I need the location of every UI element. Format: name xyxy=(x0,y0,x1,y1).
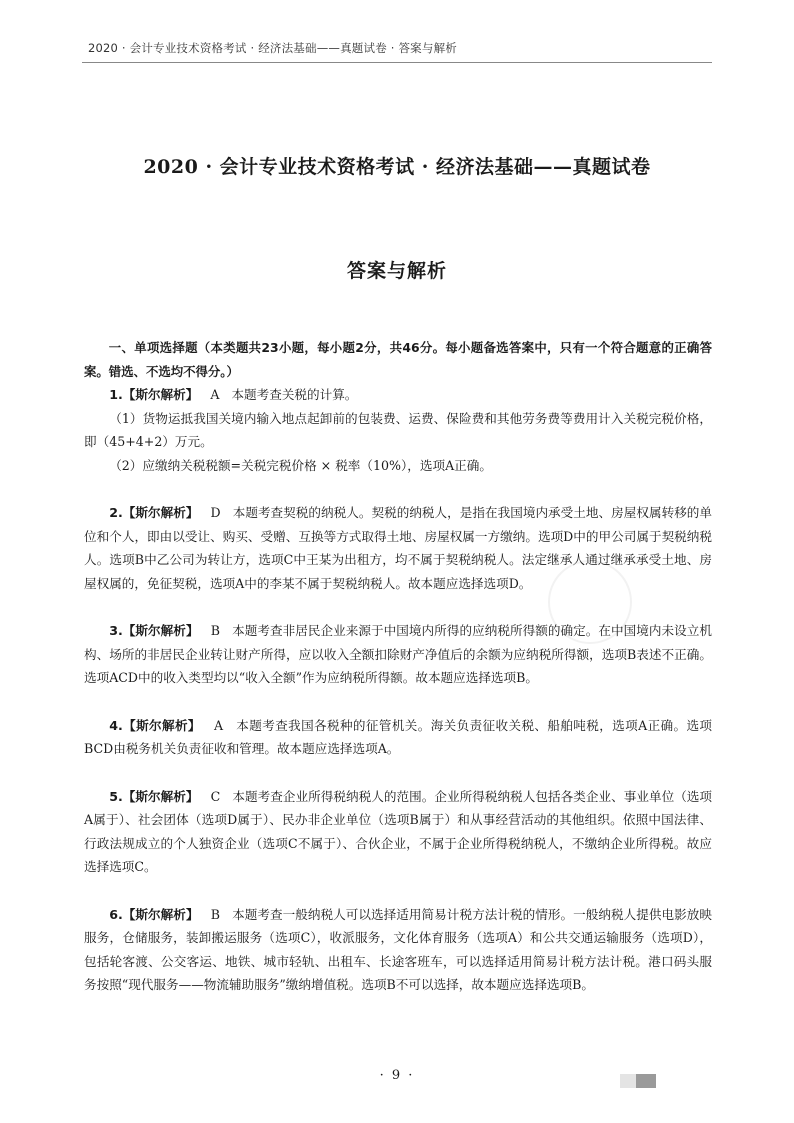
answer-content xyxy=(84,336,712,997)
answer-text: 本题考查关税的计算。 xyxy=(231,387,358,402)
answer-1-sub-2: （2）应缴纳关税税额=关税完税价格 × 税率（10%），选项A正确。 xyxy=(109,457,492,473)
answer-5 xyxy=(84,785,712,879)
answer-1 xyxy=(84,383,712,407)
running-header: 2020 · 会计专业技术资格考试 · 经济法基础——真题试卷 · 答案与解析 xyxy=(88,41,457,55)
header-rule xyxy=(82,62,712,63)
answer-number: 5. xyxy=(109,788,123,804)
answer-text: 本题考查非居民企业来源于中国境内所得的应纳税所得额的确定。在中国境内未设立机构、场所的非居民企业转让财产所得，应以收入全额扣除财产净值后的余额为应纳税所得额，选项B表述不正确。选项ACD中的收入类型均以“收入全额”作为应纳税所得额。故本题应选择选项B。 xyxy=(84,623,713,685)
sub-title: 答案与解析 xyxy=(346,260,447,282)
corner-mark-dark xyxy=(636,1074,656,1088)
answer-choice: C xyxy=(210,788,221,804)
answer-label: 【斯尔解析】 xyxy=(122,717,201,733)
answer-number: 6. xyxy=(109,906,123,922)
answer-label: 【斯尔解析】 xyxy=(122,623,199,638)
answer-choice: A xyxy=(210,387,220,402)
page-number: · 9 · xyxy=(379,1068,415,1083)
answer-4 xyxy=(84,714,712,761)
answer-text: 本题考查一般纳税人可以选择适用简易计税方法计税的情形。一般纳税人提供电影放映服务，仓储服务，装卸搬运服务（选项C），收派服务，文化体育服务（选项A）和公共交通运输服务（选项D），包括轮客渡、公交客运、地铁、城市轻轨、出租车、长途客班车，可以选择适用简易计税方法计税。港口码头服务按照“现代服务——物流辅助服务”缴纳增值税。选项B不可以选择，故本题应选择选项B。 xyxy=(84,906,713,992)
answer-label: 【斯尔解析】 xyxy=(122,788,199,804)
main-title: 2020 · 会计专业技术资格考试 · 经济法基础——真题试卷 xyxy=(143,156,651,178)
corner-mark xyxy=(620,1074,656,1088)
answer-number: 2. xyxy=(109,505,123,520)
answer-2 xyxy=(84,501,712,595)
answer-1-sub-1: （1）货物运抵我国关境内输入地点起卸前的包装费、运费、保险费和其他劳务费等费用计入关税完税价格，即（45+4+2）万元。 xyxy=(84,410,712,449)
answer-choice: B xyxy=(210,906,220,922)
answer-number: 3. xyxy=(109,623,123,638)
answer-choice: B xyxy=(210,623,220,638)
answer-label: 【斯尔解析】 xyxy=(122,906,199,922)
answer-choice: D xyxy=(210,505,221,520)
answer-number: 1. xyxy=(109,387,123,402)
corner-mark-light xyxy=(620,1074,636,1088)
answer-text: 本题考查契税的纳税人。契税的纳税人，是指在我国境内承受土地、房屋权属转移的单位和个人，即由以受让、购买、受赠、互换等方式取得土地、房屋权属一方缴纳。选项D中的甲公司属于契税纳税人。选项B中乙公司为转让方，选项C中王某为出租方，均不属于契税纳税人。法定继承人通过继承承受土地、房屋权属的，免征契税，选项A中的李某不属于契税纳税人。故本题应选择选项D。 xyxy=(84,505,713,591)
answer-choice: A xyxy=(214,717,224,733)
answer-label: 【斯尔解析】 xyxy=(122,387,199,402)
answer-label: 【斯尔解析】 xyxy=(122,505,199,520)
answer-6 xyxy=(84,903,712,997)
answer-text: 本题考查我国各税种的征管机关。海关负责征收关税、船舶吨税，选项A正确。选项BCD由税务机关负责征收和管理。故本题应选择选项A。 xyxy=(84,717,713,756)
section-heading: 一、单项选择题（本类题共23小题，每小题2分，共46分。每小题备选答案中，只有一个符合题意的正确答案。错选、不选均不得分。） xyxy=(84,340,712,379)
answer-3 xyxy=(84,619,712,690)
answer-text: 本题考查企业所得税纳税人的范围。企业所得税纳税人包括各类企业、事业单位（选项A属于）、社会团体（选项D属于）、民办非企业单位（选项B属于）和从事经营活动的其他组织。依照中国法律、行政法规成立的个人独资企业（选项C不属于）、合伙企业，不属于企业所得税纳税人，不缴纳企业所得税。故应选择选项C。 xyxy=(84,788,713,874)
answer-number: 4. xyxy=(109,717,123,733)
